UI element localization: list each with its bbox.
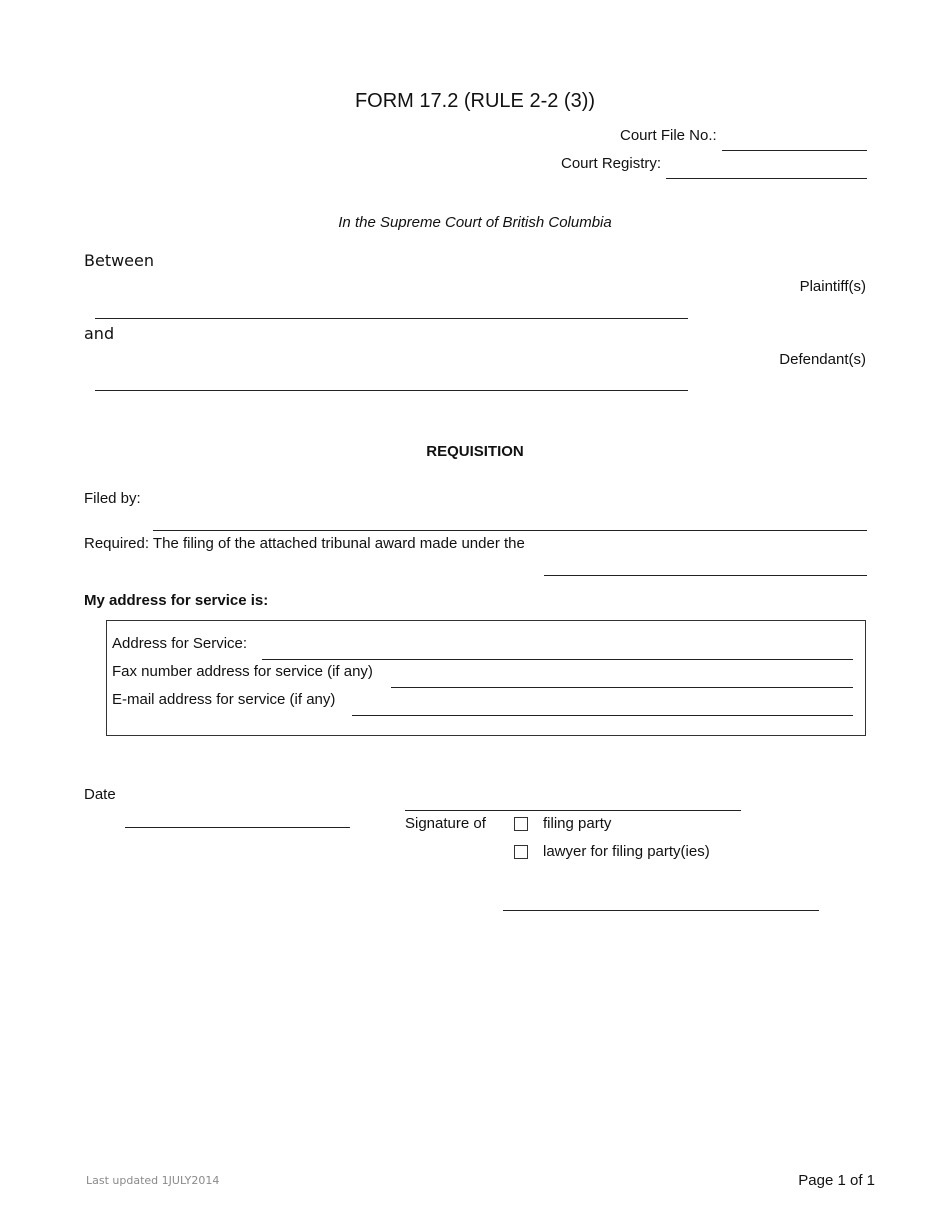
email-field[interactable]: [352, 715, 853, 716]
filing-party-label: filing party: [543, 815, 612, 832]
page-number: Page 1 of 1: [798, 1172, 875, 1189]
plaintiff-label: Plaintiff(s): [799, 278, 866, 295]
service-heading: My address for service is:: [84, 592, 269, 609]
and-label: and: [84, 324, 115, 343]
address-field[interactable]: [262, 659, 853, 660]
lawyer-label: lawyer for filing party(ies): [543, 843, 710, 860]
last-updated: Last updated 1JULY2014: [86, 1174, 220, 1187]
date-label: Date: [84, 786, 116, 803]
between-label: Between: [84, 251, 155, 270]
fax-label: Fax number address for service (if any): [112, 663, 373, 680]
lawyer-checkbox[interactable]: [514, 845, 528, 859]
requisition-heading: REQUISITION: [426, 443, 524, 460]
signatory-name-field[interactable]: [503, 910, 819, 911]
court-file-no-field[interactable]: [722, 150, 867, 151]
required-text: Required: The filing of the attached tribunal award made under the: [84, 535, 525, 552]
signature-field[interactable]: [405, 810, 741, 811]
filed-by-field[interactable]: [153, 530, 867, 531]
plaintiff-name-field[interactable]: [95, 318, 688, 319]
filing-party-checkbox[interactable]: [514, 817, 528, 831]
date-field[interactable]: [125, 827, 350, 828]
court-registry-label: Court Registry:: [561, 155, 662, 172]
tribunal-act-field[interactable]: [544, 575, 867, 576]
email-label: E-mail address for service (if any): [112, 691, 336, 708]
address-label: Address for Service:: [112, 635, 248, 652]
fax-field[interactable]: [391, 687, 853, 688]
court-name: In the Supreme Court of British Columbia: [338, 214, 612, 231]
signature-of-label: Signature of: [405, 815, 486, 832]
form-title: FORM 17.2 (RULE 2-2 (3)): [354, 90, 596, 112]
defendant-label: Defendant(s): [779, 351, 866, 368]
defendant-name-field[interactable]: [95, 390, 688, 391]
court-registry-field[interactable]: [666, 178, 867, 179]
filed-by-label: Filed by:: [84, 490, 141, 507]
court-file-no-label: Court File No.:: [620, 127, 717, 144]
